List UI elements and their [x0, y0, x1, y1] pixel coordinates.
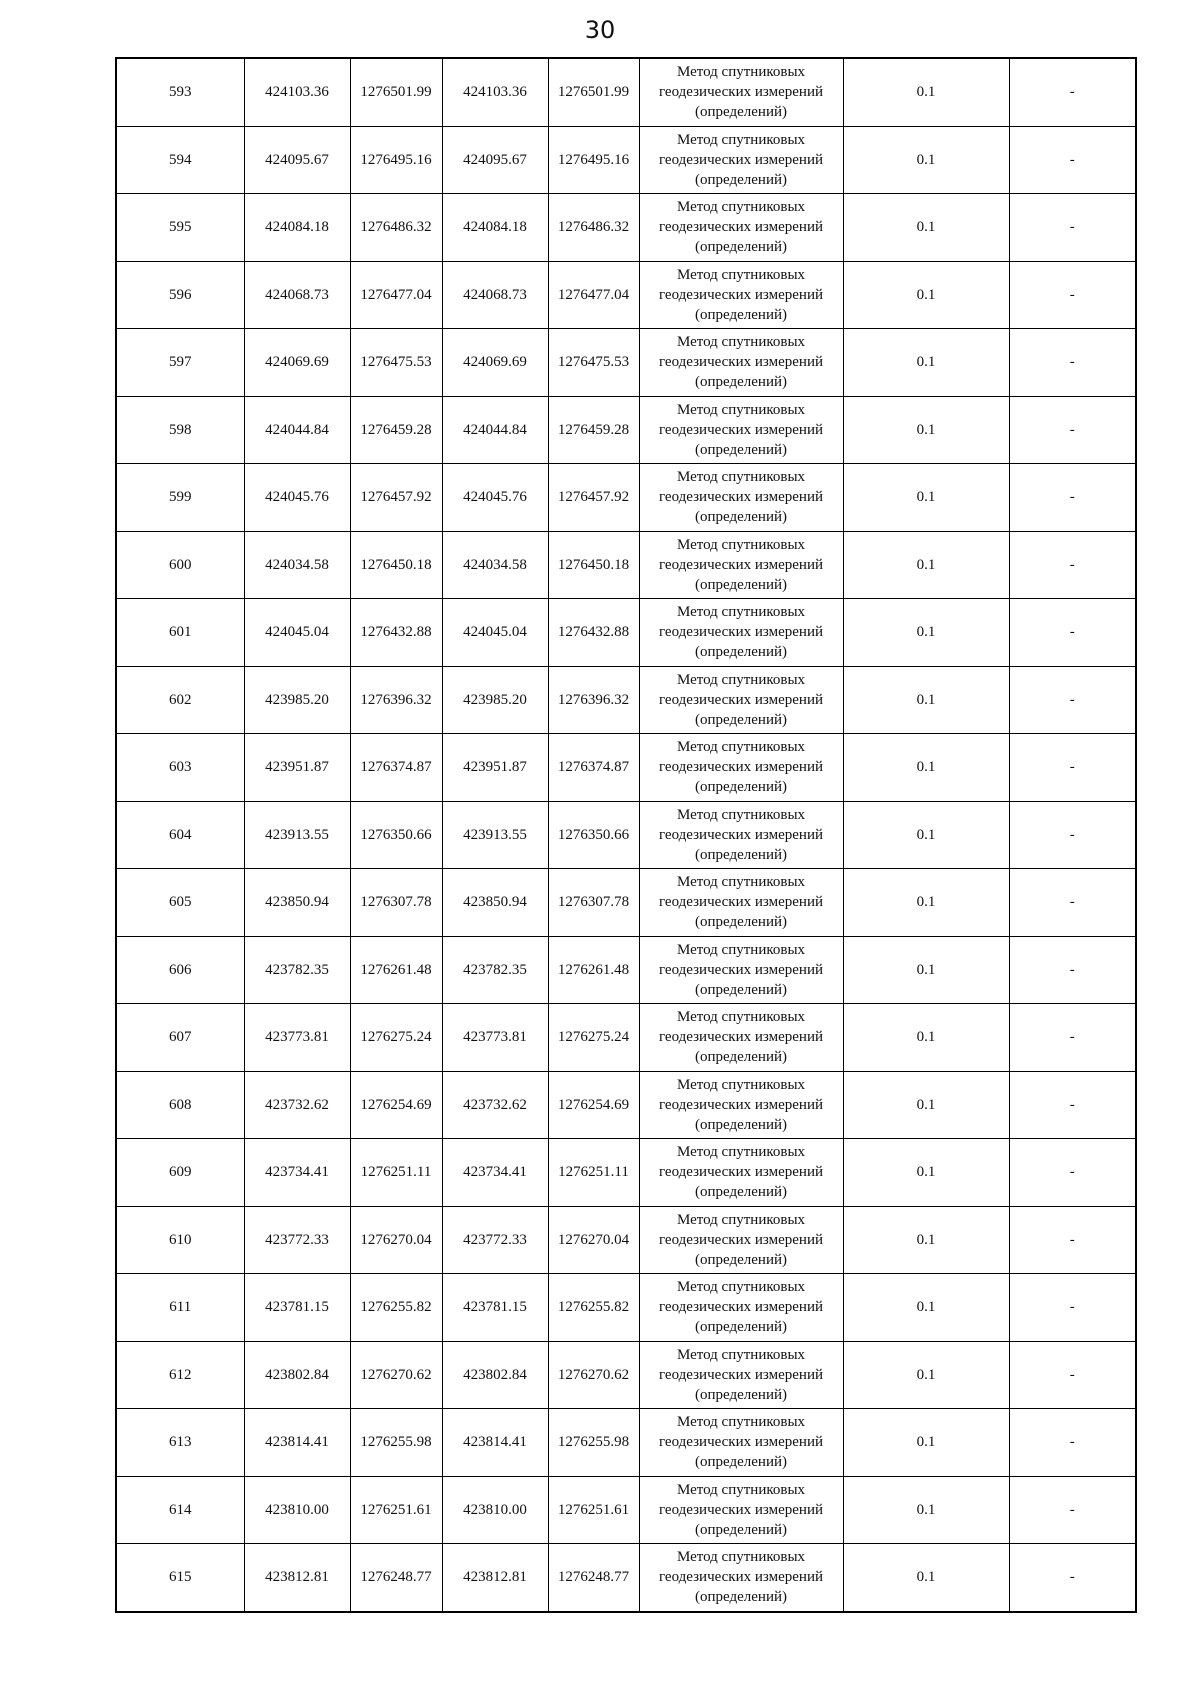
method-line: Метод спутниковых [676, 64, 806, 81]
point-number-cell: 594 [116, 126, 244, 194]
method-line: Метод спутниковых [676, 1009, 806, 1026]
accuracy-cell: 0.1 [843, 801, 1009, 869]
existing-x-cell: 424045.04 [244, 599, 350, 667]
method-line: геодезических измерений [658, 151, 824, 168]
accuracy-cell: 0.1 [843, 1139, 1009, 1207]
accuracy-cell: 0.1 [843, 329, 1009, 397]
method-line: Метод спутниковых [676, 739, 806, 756]
method-cell [639, 1206, 843, 1274]
note-cell: - [1009, 126, 1136, 194]
existing-y-cell: 1276307.78 [350, 869, 442, 937]
refined-x-cell: 424045.04 [442, 599, 548, 667]
note-cell: - [1009, 801, 1136, 869]
refined-x-cell: 423773.81 [442, 1004, 548, 1072]
point-number-cell: 597 [116, 329, 244, 397]
existing-x-cell: 423773.81 [244, 1004, 350, 1072]
point-number-cell: 607 [116, 1004, 244, 1072]
existing-x-cell: 423732.62 [244, 1071, 350, 1139]
refined-x-cell: 423734.41 [442, 1139, 548, 1207]
method-line: (определений) [695, 1521, 787, 1538]
accuracy-cell: 0.1 [843, 666, 1009, 734]
method-cell [639, 1274, 843, 1342]
existing-y-cell: 1276261.48 [350, 936, 442, 1004]
method-line: Метод спутниковых [676, 671, 806, 688]
existing-y-cell: 1276270.04 [350, 1206, 442, 1274]
method-line: Метод спутниковых [676, 1481, 806, 1498]
existing-y-cell: 1276248.77 [350, 1544, 442, 1612]
point-number-cell: 598 [116, 396, 244, 464]
point-number-cell: 602 [116, 666, 244, 734]
accuracy-cell: 0.1 [843, 734, 1009, 802]
refined-x-cell: 423814.41 [442, 1409, 548, 1477]
refined-x-cell: 423913.55 [442, 801, 548, 869]
table-row [116, 261, 1136, 329]
table-row [116, 396, 1136, 464]
accuracy-cell: 0.1 [843, 599, 1009, 667]
accuracy-cell: 0.1 [843, 1004, 1009, 1072]
existing-x-cell: 423814.41 [244, 1409, 350, 1477]
refined-x-cell: 424034.58 [442, 531, 548, 599]
method-line: Метод спутниковых [676, 1211, 806, 1228]
note-cell: - [1009, 58, 1136, 126]
refined-x-cell: 423812.81 [442, 1544, 548, 1612]
method-line: (определений) [695, 306, 787, 323]
accuracy-cell: 0.1 [843, 1476, 1009, 1544]
method-line: (определений) [695, 509, 787, 526]
refined-x-cell: 424045.76 [442, 464, 548, 532]
method-line: Метод спутниковых [676, 334, 806, 351]
refined-x-cell: 423810.00 [442, 1476, 548, 1544]
point-number-cell: 612 [116, 1341, 244, 1409]
method-line: Метод спутниковых [676, 874, 806, 891]
refined-x-cell: 423772.33 [442, 1206, 548, 1274]
method-cell [639, 1139, 843, 1207]
method-line: геодезических измерений [658, 1231, 824, 1248]
existing-x-cell: 423782.35 [244, 936, 350, 1004]
note-cell: - [1009, 936, 1136, 1004]
existing-y-cell: 1276396.32 [350, 666, 442, 734]
table-row [116, 1341, 1136, 1409]
refined-x-cell: 423951.87 [442, 734, 548, 802]
method-line: Метод спутниковых [676, 199, 806, 216]
existing-y-cell: 1276350.66 [350, 801, 442, 869]
method-line: Метод спутниковых [676, 1279, 806, 1296]
method-line: геодезических измерений [658, 1569, 824, 1586]
existing-x-cell: 424044.84 [244, 396, 350, 464]
method-line: (определений) [695, 1386, 787, 1403]
accuracy-cell: 0.1 [843, 1071, 1009, 1139]
method-line: (определений) [695, 374, 787, 391]
refined-y-cell: 1276251.11 [548, 1139, 639, 1207]
method-line: Метод спутниковых [676, 1346, 806, 1363]
table-row [116, 1476, 1136, 1544]
method-line: Метод спутниковых [676, 1549, 806, 1566]
refined-y-cell: 1276254.69 [548, 1071, 639, 1139]
existing-y-cell: 1276255.98 [350, 1409, 442, 1477]
table-row [116, 1409, 1136, 1477]
refined-y-cell: 1276255.98 [548, 1409, 639, 1477]
table-row [116, 734, 1136, 802]
method-line: (определений) [695, 1049, 787, 1066]
method-line: геодезических измерений [658, 624, 824, 641]
note-cell: - [1009, 1071, 1136, 1139]
point-number-cell: 614 [116, 1476, 244, 1544]
method-line: (определений) [695, 441, 787, 458]
existing-x-cell: 423951.87 [244, 734, 350, 802]
existing-x-cell: 423734.41 [244, 1139, 350, 1207]
method-line: геодезических измерений [658, 691, 824, 708]
method-cell [639, 396, 843, 464]
point-number-cell: 601 [116, 599, 244, 667]
method-line: Метод спутниковых [676, 941, 806, 958]
method-line: геодезических измерений [658, 556, 824, 573]
refined-y-cell: 1276270.04 [548, 1206, 639, 1274]
method-line: (определений) [695, 711, 787, 728]
method-line: Метод спутниковых [676, 266, 806, 283]
existing-x-cell: 423772.33 [244, 1206, 350, 1274]
accuracy-cell: 0.1 [843, 1544, 1009, 1612]
existing-y-cell: 1276501.99 [350, 58, 442, 126]
existing-y-cell: 1276254.69 [350, 1071, 442, 1139]
note-cell: - [1009, 599, 1136, 667]
existing-y-cell: 1276374.87 [350, 734, 442, 802]
refined-y-cell: 1276450.18 [548, 531, 639, 599]
method-line: Метод спутниковых [676, 604, 806, 621]
method-line: Метод спутниковых [676, 806, 806, 823]
existing-x-cell: 424034.58 [244, 531, 350, 599]
method-line: геодезических измерений [658, 84, 824, 101]
table-row [116, 1206, 1136, 1274]
point-number-cell: 604 [116, 801, 244, 869]
table-row [116, 1544, 1136, 1612]
note-cell: - [1009, 1476, 1136, 1544]
point-number-cell: 596 [116, 261, 244, 329]
table-row [116, 936, 1136, 1004]
method-line: (определений) [695, 779, 787, 796]
method-line: геодезических измерений [658, 1501, 824, 1518]
method-line: Метод спутниковых [676, 131, 806, 148]
method-line: геодезических измерений [658, 421, 824, 438]
refined-x-cell: 423985.20 [442, 666, 548, 734]
table-row [116, 1274, 1136, 1342]
existing-x-cell: 424103.36 [244, 58, 350, 126]
accuracy-cell: 0.1 [843, 1274, 1009, 1342]
note-cell: - [1009, 464, 1136, 532]
refined-y-cell: 1276350.66 [548, 801, 639, 869]
method-cell [639, 58, 843, 126]
method-line: (определений) [695, 1319, 787, 1336]
accuracy-cell: 0.1 [843, 396, 1009, 464]
refined-y-cell: 1276255.82 [548, 1274, 639, 1342]
existing-y-cell: 1276432.88 [350, 599, 442, 667]
existing-x-cell: 423810.00 [244, 1476, 350, 1544]
table-row [116, 58, 1136, 126]
coordinates-table [115, 57, 1137, 1613]
method-line: (определений) [695, 1184, 787, 1201]
refined-y-cell: 1276307.78 [548, 869, 639, 937]
method-cell [639, 599, 843, 667]
note-cell: - [1009, 1409, 1136, 1477]
method-line: Метод спутниковых [676, 1144, 806, 1161]
existing-y-cell: 1276255.82 [350, 1274, 442, 1342]
point-number-cell: 611 [116, 1274, 244, 1342]
method-cell [639, 734, 843, 802]
method-line: геодезических измерений [658, 1096, 824, 1113]
existing-x-cell: 424068.73 [244, 261, 350, 329]
note-cell: - [1009, 1544, 1136, 1612]
existing-y-cell: 1276251.11 [350, 1139, 442, 1207]
note-cell: - [1009, 734, 1136, 802]
method-cell [639, 1409, 843, 1477]
method-cell [639, 1544, 843, 1612]
method-line: (определений) [695, 914, 787, 931]
refined-y-cell: 1276396.32 [548, 666, 639, 734]
point-number-cell: 608 [116, 1071, 244, 1139]
method-line: (определений) [695, 171, 787, 188]
method-line: геодезических измерений [658, 1029, 824, 1046]
method-line: геодезических измерений [658, 961, 824, 978]
note-cell: - [1009, 194, 1136, 262]
table-row [116, 869, 1136, 937]
accuracy-cell: 0.1 [843, 261, 1009, 329]
refined-y-cell: 1276495.16 [548, 126, 639, 194]
accuracy-cell: 0.1 [843, 531, 1009, 599]
method-line: Метод спутниковых [676, 401, 806, 418]
existing-y-cell: 1276477.04 [350, 261, 442, 329]
refined-x-cell: 423782.35 [442, 936, 548, 1004]
method-line: Метод спутниковых [676, 1414, 806, 1431]
existing-y-cell: 1276457.92 [350, 464, 442, 532]
refined-y-cell: 1276275.24 [548, 1004, 639, 1072]
method-cell [639, 329, 843, 397]
note-cell: - [1009, 329, 1136, 397]
note-cell: - [1009, 1274, 1136, 1342]
refined-y-cell: 1276486.32 [548, 194, 639, 262]
existing-x-cell: 423802.84 [244, 1341, 350, 1409]
refined-x-cell: 424068.73 [442, 261, 548, 329]
table-row [116, 1071, 1136, 1139]
existing-y-cell: 1276275.24 [350, 1004, 442, 1072]
point-number-cell: 599 [116, 464, 244, 532]
method-cell [639, 194, 843, 262]
method-cell [639, 1004, 843, 1072]
note-cell: - [1009, 1004, 1136, 1072]
refined-y-cell: 1276457.92 [548, 464, 639, 532]
method-line: (определений) [695, 576, 787, 593]
method-line: геодезических измерений [658, 1164, 824, 1181]
method-line: Метод спутниковых [676, 469, 806, 486]
method-line: геодезических измерений [658, 1434, 824, 1451]
table-row [116, 126, 1136, 194]
refined-y-cell: 1276501.99 [548, 58, 639, 126]
existing-x-cell: 424084.18 [244, 194, 350, 262]
refined-y-cell: 1276270.62 [548, 1341, 639, 1409]
refined-x-cell: 424044.84 [442, 396, 548, 464]
point-number-cell: 610 [116, 1206, 244, 1274]
refined-y-cell: 1276374.87 [548, 734, 639, 802]
method-line: (определений) [695, 1116, 787, 1133]
refined-x-cell: 424095.67 [442, 126, 548, 194]
method-line: геодезических измерений [658, 354, 824, 371]
method-cell [639, 936, 843, 1004]
accuracy-cell: 0.1 [843, 936, 1009, 1004]
existing-y-cell: 1276486.32 [350, 194, 442, 262]
method-line: геодезических измерений [658, 759, 824, 776]
point-number-cell: 603 [116, 734, 244, 802]
accuracy-cell: 0.1 [843, 1409, 1009, 1477]
refined-x-cell: 424069.69 [442, 329, 548, 397]
method-line: (определений) [695, 846, 787, 863]
note-cell: - [1009, 869, 1136, 937]
refined-y-cell: 1276459.28 [548, 396, 639, 464]
method-line: Метод спутниковых [676, 1076, 806, 1093]
method-cell [639, 801, 843, 869]
method-line: геодезических измерений [658, 894, 824, 911]
accuracy-cell: 0.1 [843, 1341, 1009, 1409]
existing-y-cell: 1276270.62 [350, 1341, 442, 1409]
note-cell: - [1009, 261, 1136, 329]
refined-x-cell: 423850.94 [442, 869, 548, 937]
existing-y-cell: 1276459.28 [350, 396, 442, 464]
table-row [116, 801, 1136, 869]
refined-y-cell: 1276261.48 [548, 936, 639, 1004]
point-number-cell: 615 [116, 1544, 244, 1612]
existing-x-cell: 424069.69 [244, 329, 350, 397]
method-cell [639, 126, 843, 194]
refined-y-cell: 1276248.77 [548, 1544, 639, 1612]
point-number-cell: 593 [116, 58, 244, 126]
refined-y-cell: 1276477.04 [548, 261, 639, 329]
method-line: (определений) [695, 104, 787, 121]
existing-x-cell: 423913.55 [244, 801, 350, 869]
method-line: (определений) [695, 239, 787, 256]
table-row [116, 599, 1136, 667]
method-cell [639, 1071, 843, 1139]
page-number: 30 [584, 16, 616, 44]
refined-x-cell: 423781.15 [442, 1274, 548, 1342]
point-number-cell: 600 [116, 531, 244, 599]
existing-y-cell: 1276495.16 [350, 126, 442, 194]
method-line: (определений) [695, 644, 787, 661]
note-cell: - [1009, 396, 1136, 464]
table-row [116, 464, 1136, 532]
accuracy-cell: 0.1 [843, 58, 1009, 126]
refined-x-cell: 423732.62 [442, 1071, 548, 1139]
point-number-cell: 605 [116, 869, 244, 937]
method-cell [639, 464, 843, 532]
method-line: (определений) [695, 981, 787, 998]
method-cell [639, 1476, 843, 1544]
method-cell [639, 666, 843, 734]
existing-x-cell: 423850.94 [244, 869, 350, 937]
method-cell [639, 869, 843, 937]
refined-y-cell: 1276432.88 [548, 599, 639, 667]
point-number-cell: 595 [116, 194, 244, 262]
table-row [116, 666, 1136, 734]
point-number-cell: 613 [116, 1409, 244, 1477]
existing-y-cell: 1276450.18 [350, 531, 442, 599]
note-cell: - [1009, 531, 1136, 599]
method-line: геодезических измерений [658, 1299, 824, 1316]
existing-x-cell: 424095.67 [244, 126, 350, 194]
existing-x-cell: 424045.76 [244, 464, 350, 532]
accuracy-cell: 0.1 [843, 869, 1009, 937]
method-line: (определений) [695, 1251, 787, 1268]
refined-x-cell: 423802.84 [442, 1341, 548, 1409]
method-line: геодезических измерений [658, 826, 824, 843]
method-line: геодезических измерений [658, 219, 824, 236]
method-line: (определений) [695, 1454, 787, 1471]
accuracy-cell: 0.1 [843, 464, 1009, 532]
method-line: геодезических измерений [658, 489, 824, 506]
table-row [116, 531, 1136, 599]
refined-x-cell: 424084.18 [442, 194, 548, 262]
method-line: геодезических измерений [658, 1366, 824, 1383]
existing-x-cell: 423985.20 [244, 666, 350, 734]
method-cell [639, 1341, 843, 1409]
existing-x-cell: 423781.15 [244, 1274, 350, 1342]
existing-y-cell: 1276475.53 [350, 329, 442, 397]
accuracy-cell: 0.1 [843, 194, 1009, 262]
refined-y-cell: 1276251.61 [548, 1476, 639, 1544]
note-cell: - [1009, 1341, 1136, 1409]
table-row [116, 329, 1136, 397]
existing-y-cell: 1276251.61 [350, 1476, 442, 1544]
table-row [116, 1139, 1136, 1207]
method-cell [639, 531, 843, 599]
table-row [116, 194, 1136, 262]
existing-x-cell: 423812.81 [244, 1544, 350, 1612]
note-cell: - [1009, 1206, 1136, 1274]
note-cell: - [1009, 1139, 1136, 1207]
coordinates-table-body [116, 58, 1136, 1612]
refined-x-cell: 424103.36 [442, 58, 548, 126]
method-cell [639, 261, 843, 329]
point-number-cell: 609 [116, 1139, 244, 1207]
accuracy-cell: 0.1 [843, 1206, 1009, 1274]
refined-y-cell: 1276475.53 [548, 329, 639, 397]
table-row [116, 1004, 1136, 1072]
method-line: Метод спутниковых [676, 536, 806, 553]
method-line: геодезических измерений [658, 286, 824, 303]
note-cell: - [1009, 666, 1136, 734]
point-number-cell: 606 [116, 936, 244, 1004]
method-line: (определений) [695, 1589, 787, 1606]
accuracy-cell: 0.1 [843, 126, 1009, 194]
